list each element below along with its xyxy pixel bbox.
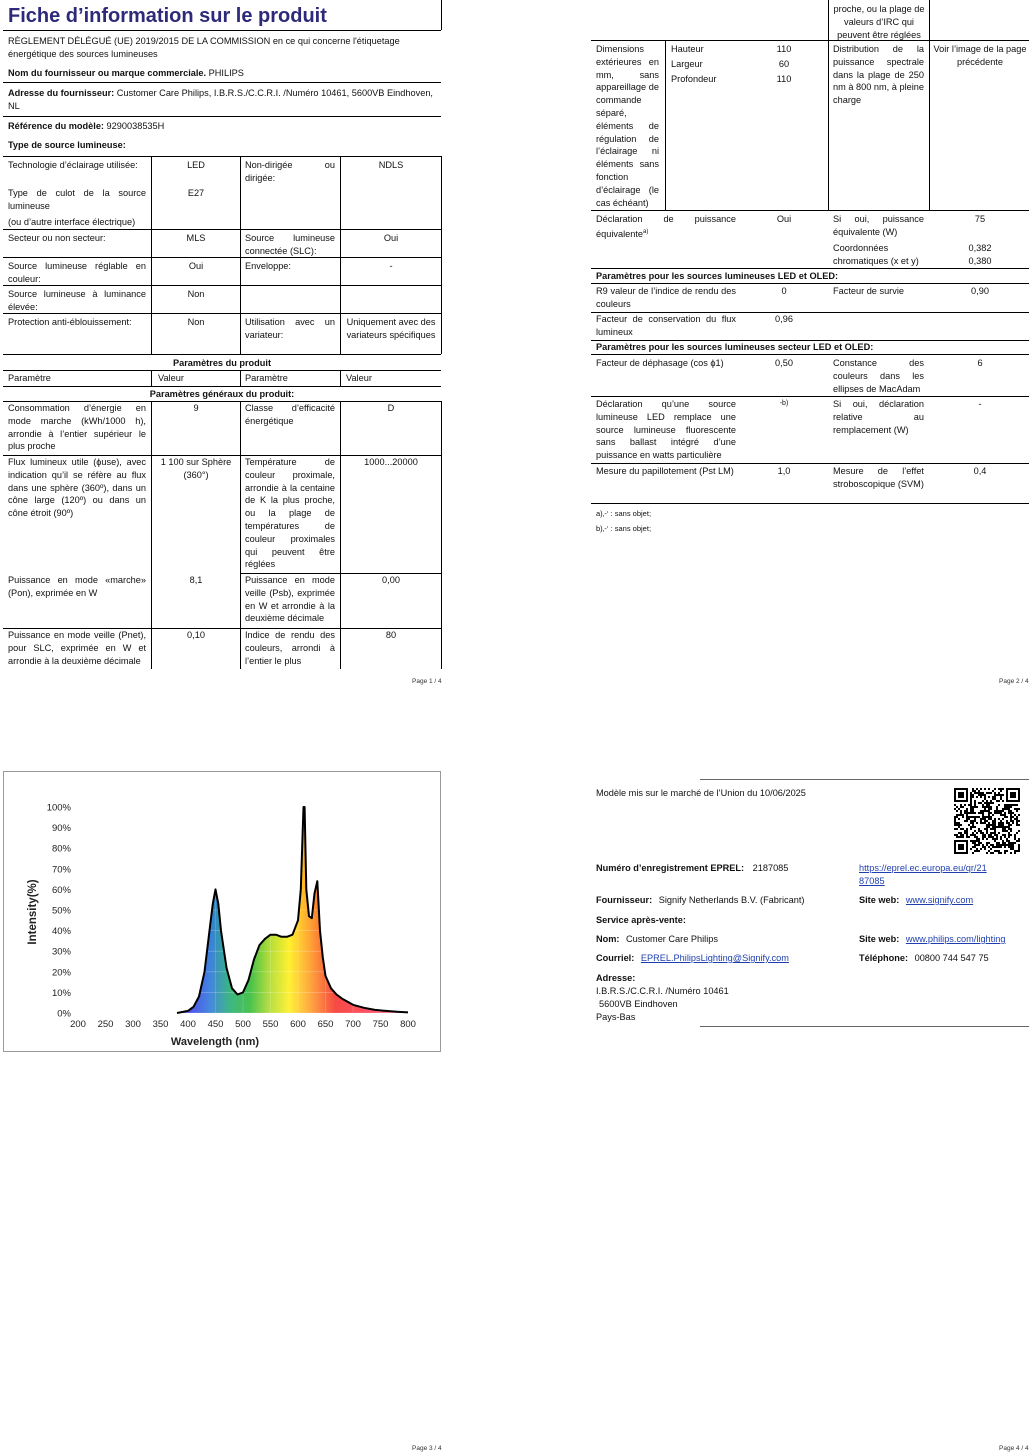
page-number-3: Page 3 / 4 — [412, 1445, 442, 1452]
phone-value: 00800 744 547 75 — [914, 953, 989, 963]
equiv-value: Oui — [776, 214, 792, 224]
dimmer-label: Utilisation avec un variateur: — [245, 317, 335, 340]
site2-line — [859, 933, 1005, 946]
x-tick-label: 200 — [70, 1019, 86, 1030]
height-label: Hauteur — [671, 44, 704, 54]
x-tick-label: 800 — [400, 1019, 416, 1030]
col-param-1: Paramètre — [8, 373, 51, 383]
lumen-value: 0,96 — [775, 314, 793, 324]
supplier-line — [8, 67, 433, 80]
x-tick-label: 650 — [317, 1019, 334, 1030]
dims-label: Dimensions extérieures en mm, sans appareillage de commande séparé, éléments de régulation de l’éclairage ni éléments sans fonction d’éclairage (le cas échéant) — [596, 44, 659, 208]
energy-label: Consommation d’énergie en mode marche (kWh/1000 h), arrondie à l’entier supérieur le plus proche — [8, 403, 146, 452]
x-tick-label: 300 — [125, 1019, 141, 1030]
glare-value: Non — [187, 317, 205, 327]
replace-w-value: - — [978, 399, 982, 409]
site-line — [859, 894, 973, 907]
dimmer-value: Uniquement avec des variateurs spécifiques — [346, 317, 436, 340]
replace-value: -b) — [779, 400, 789, 407]
eprel-link-part-1[interactable]: https://eprel.ec.europa.eu/qr/21 — [859, 863, 987, 873]
envelope-label: Enveloppe: — [245, 261, 291, 271]
regulation-text: RÈGLEMENT DÉLÉGUÉ (UE) 2019/2015 DE LA COMMISSION en ce qui concerne l'étiquetage énergétique des sources lumineuses — [8, 36, 400, 59]
spectrum-mask-area — [78, 807, 408, 1013]
x-tick-label: 450 — [207, 1019, 224, 1030]
addr-label: Adresse: — [596, 973, 636, 983]
pon-value: 8,1 — [189, 575, 203, 585]
chroma-label: Coordonnées chromatiques (x et y) — [833, 243, 919, 266]
pnet-label: Puissance en mode veille (Pnet), pour SLC, exprimée en W et arrondie à la deuxième décimale — [8, 630, 146, 666]
spectral-label: Distribution de la puissance spectrale dans la plage de 250 nm à 800 nm, à pleine charge — [833, 44, 924, 106]
x-tick-label: 550 — [262, 1019, 279, 1030]
x-tick-label: 600 — [290, 1019, 306, 1030]
strobo-label: Mesure de l’effet stroboscopique (SVM) — [833, 466, 924, 489]
supplier-value-4: Signify Netherlands B.V. (Fabricant) — [658, 895, 805, 905]
cri-continued: proche, ou la plage de valeurs d’IRC qui peuvent être réglées — [833, 4, 925, 40]
mail-label: Courriel: — [596, 953, 635, 963]
model-line — [8, 120, 164, 133]
x-tick-label: 700 — [345, 1019, 361, 1030]
supplier-value: PHILIPS — [208, 68, 244, 78]
psb-label: Puissance en mode veille (Psb), exprimée en W et arrondie à la deuxième décimale — [245, 575, 335, 624]
name-label: Nom: — [596, 934, 620, 944]
slc-label: Source lumineuse connectée (SLC): — [245, 233, 335, 256]
phase-value: 0,50 — [775, 358, 793, 368]
width-value: 60 — [778, 59, 790, 69]
cct-value: 1000...20000 — [364, 457, 418, 467]
addr-line-1: I.B.R.S./C.C.R.I. /Numéro 10461 — [596, 986, 729, 996]
y-tick-label: 90% — [51, 823, 71, 835]
mains-value: MLS — [186, 233, 206, 243]
name-line — [596, 933, 718, 946]
y-tick-label: 100% — [46, 802, 71, 814]
service-label: Service après-vente: — [596, 915, 686, 925]
y-tick-label: 50% — [51, 905, 71, 917]
envelope-value: - — [389, 261, 393, 271]
survival-value: 0,90 — [971, 286, 989, 296]
model-label: Référence du modèle: — [8, 121, 104, 131]
col-param-2: Paramètre — [245, 373, 288, 383]
cri-label: Indice de rendu des couleurs, arrondi à l’entier le plus — [245, 630, 335, 666]
page-number-4: Page 4 / 4 — [999, 1445, 1029, 1452]
replace-label: Déclaration qu’une source lumineuse LED remplace une source lumineuse fluorescente sans ballast intégré d’une puissance en watts particulière — [596, 399, 736, 461]
addr-line-2: 5600VB Eindhoven — [599, 999, 678, 1009]
y-tick-label: 30% — [51, 946, 71, 958]
mains-led-title: Paramètres pour les sources lumineuses secteur LED et OLED: — [596, 342, 874, 352]
cap-value: E27 — [187, 188, 205, 198]
site2-label: Site web: — [859, 934, 900, 944]
height-value: 110 — [776, 44, 792, 54]
supplier-label: Nom du fournisseur ou marque commerciale. — [8, 68, 207, 78]
page-number-1: Page 1 / 4 — [412, 678, 442, 685]
equiv-w-label: Si oui, puissance équivalente (W) — [833, 214, 924, 237]
address-value: Customer Care Philips, I.B.R.S./C.C.R.I. /Numéro 10461, 5600VB Eindhoven, NL — [8, 88, 433, 111]
equiv-label-text: Déclaration de puissance équivalente — [596, 214, 736, 239]
pnet-value: 0,10 — [187, 630, 205, 640]
pon-label: Puissance en mode «marche» (Pon), exprimée en W — [8, 575, 146, 598]
cct-label: Température de couleur proximale, arrondie à la centaine de K la plus proche, ou la plage de températures de couleur proximales qui peuvent être réglées — [245, 457, 335, 570]
market-date: Modèle mis sur le marché de l’Union du 10/06/2025 — [596, 788, 806, 798]
macadam-label: Constance des couleurs dans les ellipses de MacAdam — [833, 358, 924, 394]
qr-code-icon[interactable] — [954, 788, 1020, 854]
strobo-value: 0,4 — [973, 466, 987, 476]
led-oled-title: Paramètres pour les sources lumineuses LED et OLED: — [596, 271, 839, 281]
eprel-link-part-2[interactable]: 87085 — [859, 875, 885, 886]
cri-value: 80 — [385, 630, 397, 640]
equiv-label — [596, 213, 736, 241]
slc-value: Oui — [383, 233, 399, 243]
width-label: Largeur — [671, 59, 703, 69]
x-tick-label: 500 — [235, 1019, 251, 1030]
flicker-value: 1,0 — [777, 466, 791, 476]
macadam-value: 6 — [977, 358, 983, 368]
depth-value: 110 — [776, 74, 792, 84]
psb-value: 0,00 — [382, 575, 400, 585]
chroma-x: 0,382 — [968, 243, 992, 253]
name-value: Customer Care Philips — [626, 934, 718, 944]
directed-label: Non-dirigée ou dirigée: — [245, 160, 335, 183]
spectral-distribution-chart — [3, 771, 441, 1052]
flicker-label: Mesure du papillotement (Pst LM) — [596, 466, 734, 476]
site-label: Site web: — [859, 895, 900, 905]
page-title: Fiche d’information sur le produit — [8, 5, 327, 27]
source-type-label: Type de source lumineuse: — [8, 140, 126, 150]
y-tick-label: 0% — [57, 1008, 71, 1020]
address-line — [8, 87, 433, 113]
cap-label: Type de culot de la source lumineuse — [8, 188, 146, 211]
x-axis-label: Wavelength (nm) — [170, 1036, 260, 1048]
survival-label: Facteur de survie — [833, 286, 904, 296]
supplier-label-4: Fournisseur: — [596, 895, 653, 905]
tunable-value: Oui — [188, 261, 204, 271]
class-label: Classe d’efficacité énergétique — [245, 403, 335, 426]
tunable-label: Source lumineuse réglable en couleur: — [8, 261, 146, 284]
footnote-b: b)‚-‘ : sans objet; — [596, 524, 652, 533]
y-tick-label: 80% — [51, 843, 71, 855]
tech-value: LED — [187, 160, 205, 170]
y-tick-label: 70% — [51, 864, 71, 876]
mail-line — [596, 952, 789, 965]
high-luminance-label: Source lumineuse à luminance élevée: — [8, 289, 146, 312]
lumen-label: Facteur de conservation du flux lumineux — [596, 314, 736, 337]
col-value-1: Valeur — [158, 373, 184, 383]
r9-value: 0 — [781, 286, 787, 296]
flux-value: 1 100 sur Sphère (360°) — [160, 457, 232, 480]
chroma-y: 0,380 — [968, 256, 992, 266]
footnote-a: a)‚-‘ : sans objet; — [596, 509, 652, 518]
x-tick-label: 400 — [180, 1019, 196, 1030]
flux-label: Flux lumineux utile (ϕuse), avec indication qu’il se réfère au flux dans une sphère (360º), dans un cône large (120º) ou dans un cône étroit (90º) — [8, 457, 146, 519]
supplier-line-4 — [596, 894, 804, 907]
eprel-link[interactable] — [859, 862, 987, 888]
phase-label: Facteur de déphasage (cos ϕ1) — [596, 358, 724, 368]
mail-link[interactable]: EPREL.PhilipsLighting@Signify.com — [640, 953, 789, 963]
spectrum-curve — [78, 807, 408, 1013]
energy-value: 9 — [193, 403, 199, 413]
equiv-footnote-mark: a) — [643, 228, 649, 235]
site-link[interactable]: www.signify.com — [905, 895, 974, 905]
col-value-2: Valeur — [346, 373, 372, 383]
tech-label: Technologie d’éclairage utilisée: — [8, 160, 138, 170]
addr-line-3: Pays-Bas — [596, 1012, 636, 1022]
y-tick-label: 60% — [51, 884, 71, 896]
equiv-w-value: 75 — [974, 214, 986, 224]
model-value: 9290038535H — [106, 121, 165, 131]
y-tick-label: 40% — [51, 926, 71, 938]
page-number-2: Page 2 / 4 — [999, 678, 1029, 685]
eprel-label: Numéro d’enregistrement EPREL: — [596, 863, 745, 873]
params-title: Paramètres du produit — [172, 358, 272, 368]
high-luminance-value: Non — [187, 289, 205, 299]
site2-link[interactable]: www.philips.com/lighting — [905, 934, 1006, 944]
mains-label: Secteur ou non secteur: — [8, 233, 106, 243]
y-axis-label: Intensity(%) — [27, 879, 39, 945]
eprel-value: 2187085 — [752, 863, 789, 873]
depth-label: Profondeur — [671, 74, 717, 84]
cap-note: (ou d’autre interface électrique) — [8, 217, 136, 227]
x-tick-label: 250 — [97, 1019, 114, 1030]
glare-label: Protection anti-éblouissement: — [8, 317, 132, 327]
phone-line — [859, 952, 989, 965]
phone-label: Téléphone: — [859, 953, 909, 963]
x-tick-label: 750 — [372, 1019, 389, 1030]
r9-label: R9 valeur de l’indice de rendu des couleurs — [596, 286, 736, 309]
spectral-value: Voir l’image de la page précédente — [933, 44, 1027, 67]
class-value: D — [387, 403, 395, 413]
directed-value: NDLS — [378, 160, 404, 170]
y-tick-label: 10% — [51, 987, 71, 999]
eprel-line — [596, 862, 788, 875]
x-tick-label: 350 — [152, 1019, 169, 1030]
replace-w-label: Si oui, déclaration relative au remplacement (W) — [833, 399, 924, 435]
general-title: Paramètres généraux du produit: — [149, 389, 295, 399]
address-label: Adresse du fournisseur: — [8, 88, 115, 98]
y-tick-label: 20% — [51, 967, 71, 979]
